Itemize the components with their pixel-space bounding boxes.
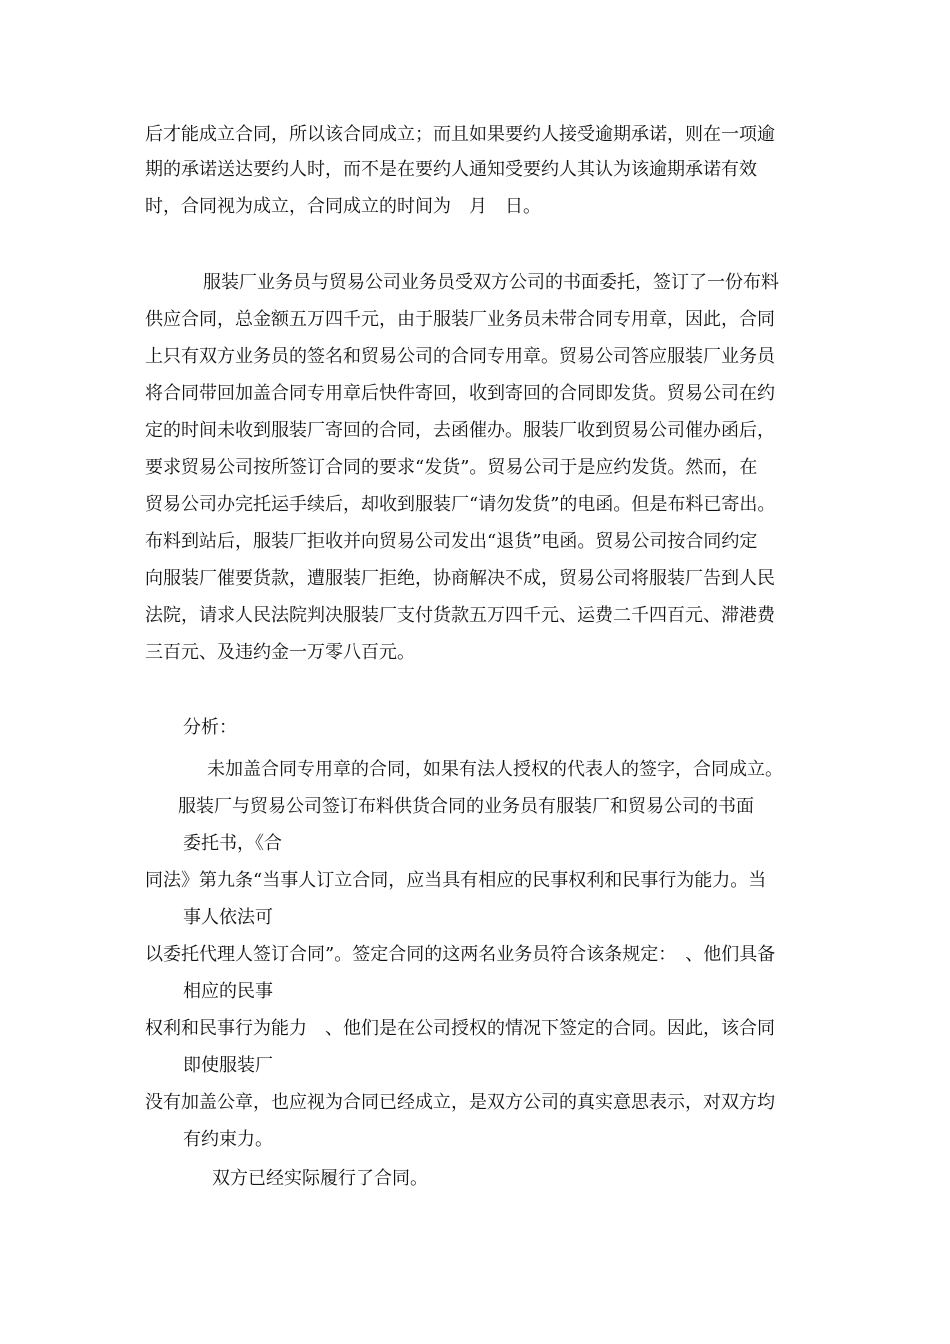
text-line: 上只有双方业务员的签名和贸易公司的合同专用章。贸易公司答应服装厂业务员 xyxy=(145,346,775,367)
text-line: 服装厂业务员与贸易公司业务员受双方公司的书面委托，签订了一份布料 xyxy=(203,272,779,293)
text-line: 期的承诺送达要约人时，而不是在要约人通知受要约人其认为该逾期承诺有效 xyxy=(145,159,757,180)
text-line: 未加盖合同专用章的合同，如果有法人授权的代表人的签字，合同成立。 xyxy=(207,759,783,780)
text-line: 委托书，《合 xyxy=(183,833,282,854)
text-line: 向服装厂催要货款，遭服装厂拒绝，协商解决不成，贸易公司将服装厂告到人民 xyxy=(145,568,775,589)
text-line: 定的时间未收到服装厂寄回的合同，去函催办。服装厂收到贸易公司催办函后， xyxy=(145,420,775,441)
text-line: 时，合同视为成立，合同成立的时间为 月 日。 xyxy=(145,196,541,217)
text-line: 即使服装厂 xyxy=(183,1055,273,1076)
text-line: 将合同带回加盖合同专用章后快件寄回，收到寄回的合同即发货。贸易公司在约 xyxy=(145,383,775,404)
text-line: 要求贸易公司按所签订合同的要求“发货”。贸易公司于是应约发货。然而，在 xyxy=(145,457,758,478)
text-line: 贸易公司办完托运手续后，却收到服装厂“请勿发货”的电函。但是布料已寄出。 xyxy=(145,494,776,515)
text-line: 同法》第九条“当事人订立合同，应当具有相应的民事权利和民事行为能力。当 xyxy=(145,870,767,891)
text-line: 事人依法可 xyxy=(183,907,273,928)
text-line: 法院，请求人民法院判决服装厂支付货款五万四千元、运费二千四百元、滞港费 xyxy=(145,605,775,626)
text-line: 后才能成立合同，所以该合同成立；而且如果要约人接受逾期承诺，则在一项逾 xyxy=(145,124,775,145)
text-line: 相应的民事 xyxy=(183,981,273,1002)
text-line: 权利和民事行为能力 、他们是在公司授权的情况下签定的合同。因此，该合同 xyxy=(145,1018,775,1039)
text-line: 布料到站后，服装厂拒收并向贸易公司发出“退货”电函。贸易公司按合同约定 xyxy=(145,531,758,552)
text-line: 三百元、及违约金一万零八百元。 xyxy=(145,642,415,663)
section-heading: 分析： xyxy=(183,717,237,738)
text-line: 没有加盖公章，也应视为合同已经成立，是双方公司的真实意思表示，对双方均 xyxy=(145,1092,775,1113)
text-line: 以委托代理人签订合同”。签定合同的这两名业务员符合该条规定： 、他们具备 xyxy=(145,944,776,965)
text-line: 服装厂与贸易公司签订布料供货合同的业务员有服装厂和贸易公司的书面 xyxy=(178,796,754,817)
text-line: 有约束力。 xyxy=(183,1129,273,1150)
text-line: 双方已经实际履行了合同。 xyxy=(212,1168,428,1189)
text-line: 供应合同，总金额五万四千元，由于服装厂业务员未带合同专用章，因此，合同 xyxy=(145,309,775,330)
